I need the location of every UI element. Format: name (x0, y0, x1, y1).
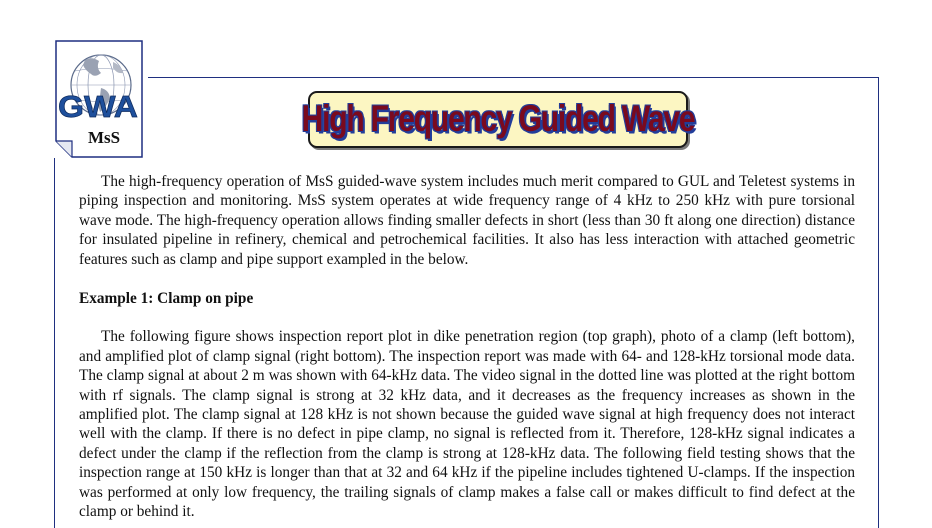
gwa-logo (55, 40, 145, 158)
svg-text:GWA: GWA (58, 89, 138, 124)
example-heading: Example 1: Clamp on pipe (79, 290, 254, 308)
page-frame-left (54, 158, 55, 528)
page-title: High Frequency Guided Wave (301, 98, 695, 140)
title-banner (301, 91, 695, 148)
document-body (79, 172, 855, 522)
svg-text:MsS: MsS (88, 128, 121, 147)
page-frame-right (878, 77, 879, 528)
example-paragraph: The following figure shows inspection report plot in dike penetration region (top graph), photo of a clamp (left bottom), and amplified plot of clamp signal (right bottom). The inspection report was made with 64- and 128-kHz torsional mode data. The clamp signal at about 2 m was shown with 64-kHz data. The video signal in the dotted line was plotted at the right bottom with rf signals. The clamp signal is strong at 32 kHz data, and it decreases as the frequency increases as shown in the amplified plot. The clamp signal at 128 kHz is not shown because the guided wave signal at high frequency does not interact well with the clamp. If there is no defect in pipe clamp, no signal is reflected from it. Therefore, 128-kHz signal indicates a defect under the clamp if the reflection from the clamp is strong at 128-kHz data. The following field testing shows that the inspection range at 150 kHz is longer than that at 32 and 64 kHz if the pipeline includes tightened U-clamps. If the inspection was performed at only low frequency, the trailing signals of clamp makes a false call or makes difficult to find defect at the clamp or behind it. (79, 328, 855, 521)
page-frame-top (148, 77, 879, 78)
intro-paragraph: The high-frequency operation of MsS guided-wave system includes much merit compared to GUL and Teletest systems in piping inspection and monitoring. MsS system operates at wide frequency range of 4 kHz to 250 kHz with pure torsional wave mode. The high-frequency operation allows finding smaller defects in short (less than 30 ft along one direction) distance for insulated pipeline in refinery, chemical and petrochemical facilities. It also has less interaction with attached geometric features such as clamp and pipe support exampled in the below. (79, 173, 855, 268)
